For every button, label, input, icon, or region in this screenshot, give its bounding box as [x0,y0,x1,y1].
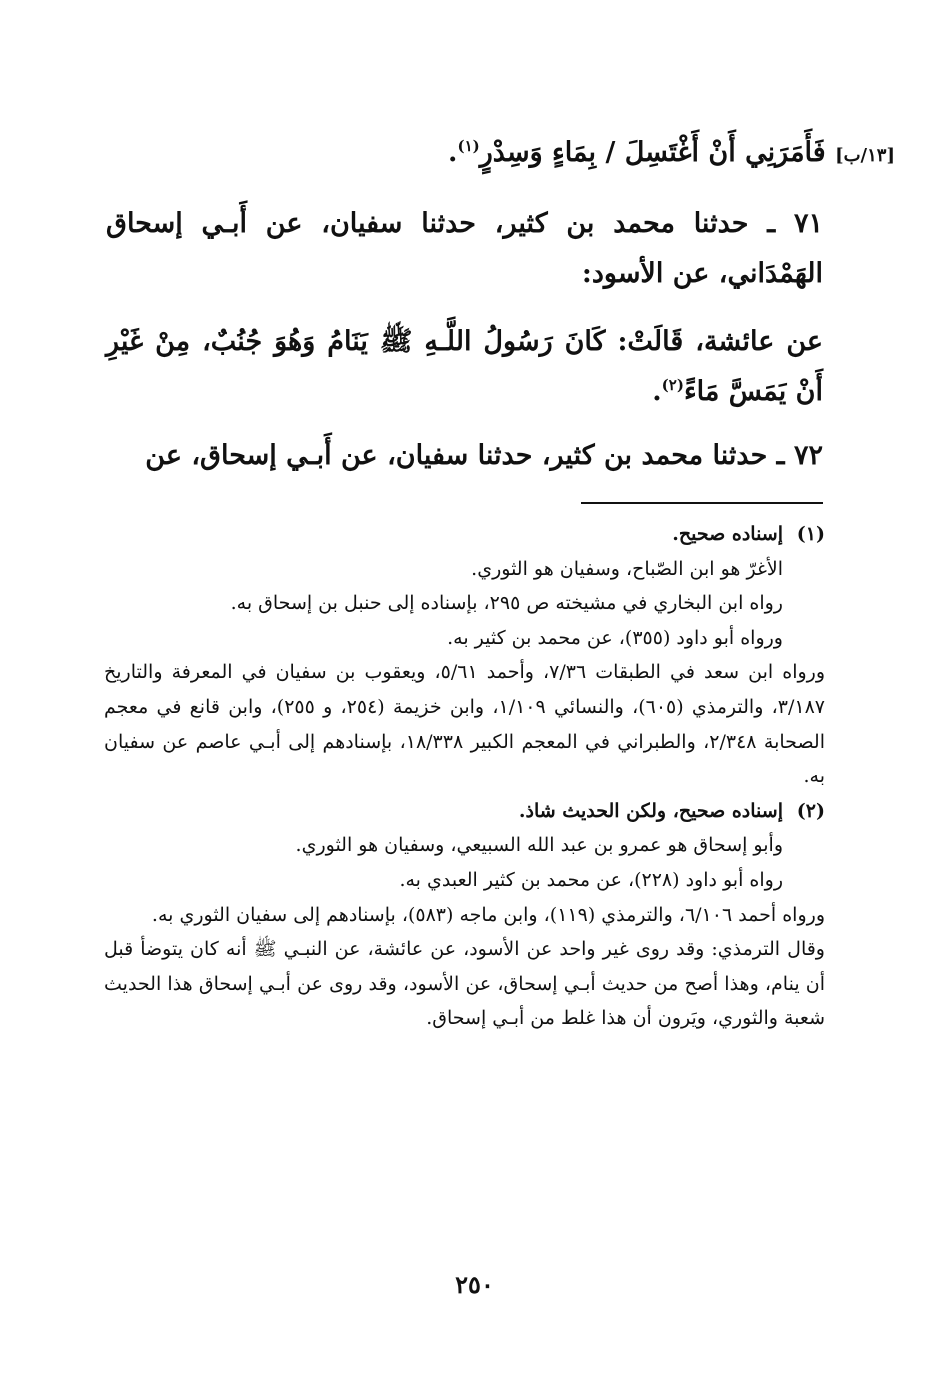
footnote-2-number: (٢) [796,799,825,822]
hadith-72-text: ٧٢ ـ حدثنا محمد بن كثير، حدثنا سفيان، عن أَبـي إسحاق، عن [145,440,823,471]
footnote-2-para-3: ورواه أحمد ٦/١٠٦، والترمذي (١١٩)، وابن ماجه (٥٨٣)، بإسنادهم إلى سفيان الثوري به. [151,903,825,926]
footnote-1-para-4: ورواه ابن سعد في الطبقات ٧/٣٦، وأحمد ٥/٦١، ويعقوب بن سفيان في المعرفة والتاريخ ٣/١٨٧، والترمذي (٦٠٥)، والنسائي ١/١٠٩، وابن خزيمة (٢٥٤، و ٢٥٥)، وابن قانع في معجم الصحابة ٢/٣٤٨، والطبراني في المعجم الكبير ١٨/٣٣٨، بإسنادهم إلى أبـي عاصم عن سفيان به. [104,661,826,788]
hadith-70-ending: فَأَمَرَنِي أَنْ أَغْتَسِلَ / بِمَاءٍ وَسِدْرٍ [479,137,826,168]
marginal-folio-ref: [١٣/ب] [835,145,895,166]
footnotes [104,517,825,1036]
footnote-1-body [104,552,825,794]
footnote-ref-1: (١) [457,137,480,155]
hadith-71-isnad [106,199,823,299]
main-line-1 [106,128,895,181]
footnote-1 [104,517,825,552]
page-number: ٢٥٠ [455,1270,494,1299]
footnote-1-number: (١) [796,523,825,545]
footnote-1-para-3: ورواه أبو داود (٣٥٥)، عن محمد بن كثير به. [447,626,783,649]
footnote-separator [581,502,823,504]
hadith-72-isnad [106,431,823,481]
aisha-matn-text: عن عائشة، قَالَتْ: كَانَ رَسُولُ اللَّـهِ ﷺ يَنَامُ وَهُوَ جُنُبٌ، مِنْ غَيْرِ أَنْ يَمَسَّ مَاءً [106,326,823,407]
footnote-2-para-4: وقال الترمذي: وقد روى غير واحد عن الأسود، عن عائشة، عن النبـي ﷺ أنه كان يتوضأ قبل أن ينام، وهذا أصح من حديث أبـي إسحاق، عن الأسود، وقد روى عن أبـي إسحاق هذا الحديث شعبة والثوري، ويَرون أن هذا غلط من أبـي إسحاق. [104,938,825,1030]
footnote-1-para-1: الأغرّ هو ابن الصّباح، وسفيان هو الثوري. [471,557,783,580]
footnote-1-para-2: رواه ابن البخاري في مشيخته ص ٢٩٥، بإسناده إلى حنبل بن إسحاق به. [230,592,783,615]
footnote-1-heading: إسناده صحيح. [672,523,783,545]
aisha-text [106,317,823,417]
hadith-71-text: ٧١ ـ حدثنا محمد بن كثير، حدثنا سفيان، عن أَبـي إسحاق الهَمْدَاني، عن الأسود: [106,208,823,289]
footnote-2-body [104,828,825,1036]
aisha-period: . [652,376,662,407]
footnote-2 [104,794,825,829]
footnote-2-para-1: وأبو إسحاق هو عمرو بن عبد الله السبيعي، وسفيان هو الثوري. [295,834,783,857]
footnote-ref-2: (٢) [661,376,684,394]
footnote-2-heading: إسناده صحيح، ولكن الحديث شاذ. [518,799,783,822]
hadith-71-matn [106,317,823,417]
line1-period: . [448,137,458,168]
footnote-2-para-2: رواه أبو داود (٢٢٨)، عن محمد بن كثير العبدي به. [399,868,783,891]
